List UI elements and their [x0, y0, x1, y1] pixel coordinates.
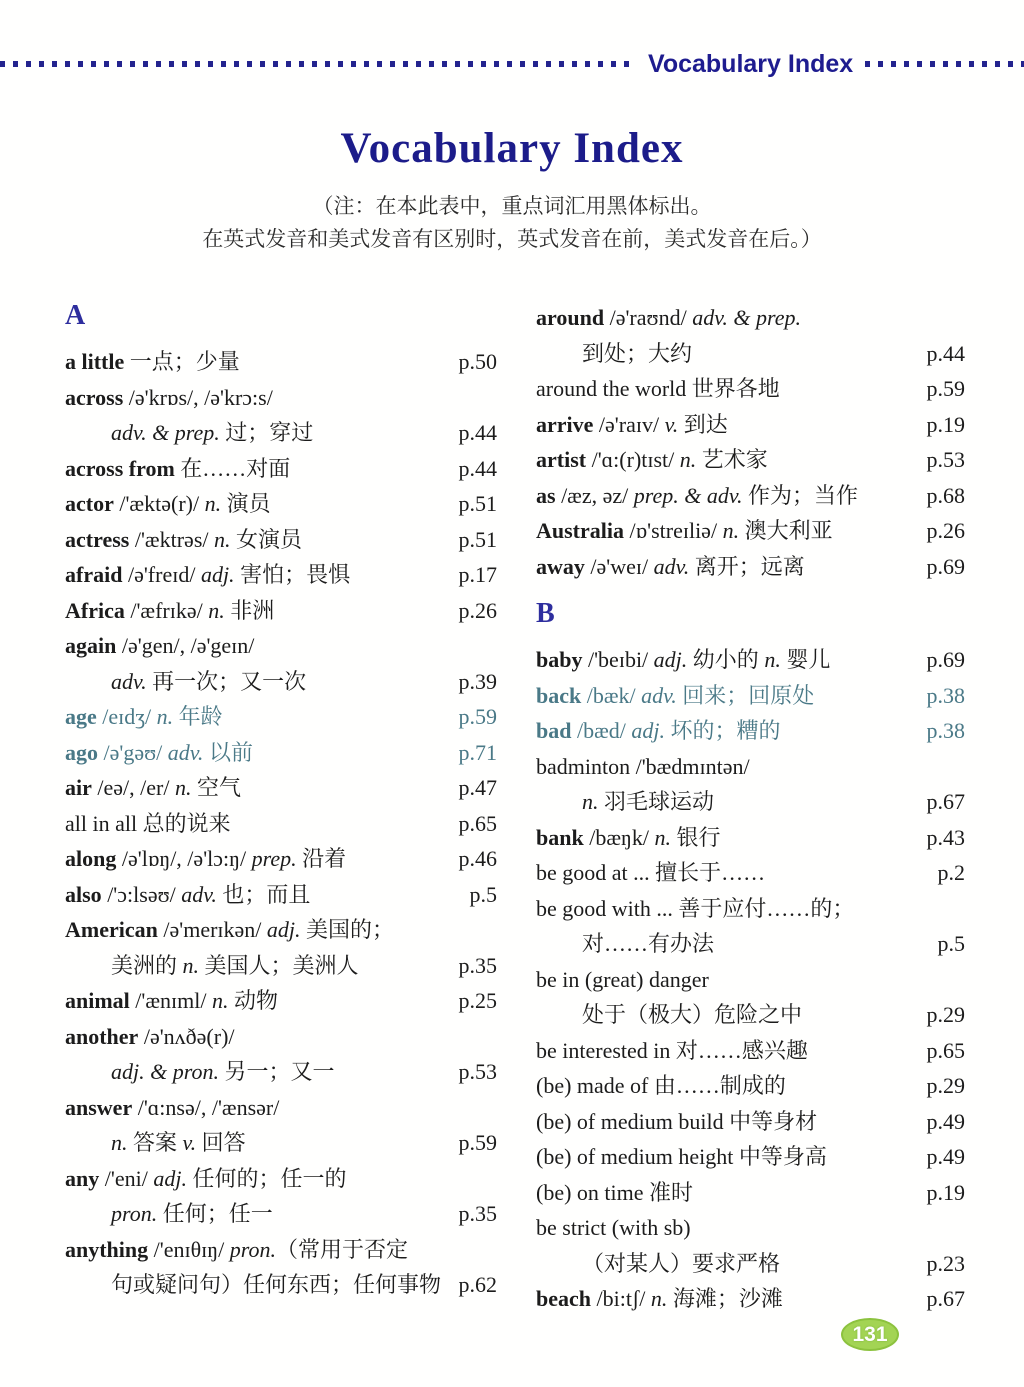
index-entry-line	[536, 962, 965, 998]
index-entry-line	[536, 678, 965, 714]
index-entry-line	[536, 713, 965, 749]
index-entry-line	[65, 912, 497, 948]
page-ref: p.46	[458, 846, 497, 871]
index-entry-line	[65, 948, 497, 984]
page-ref: p.62	[458, 1272, 497, 1297]
index-entry-line	[65, 415, 497, 451]
page-ref: p.23	[926, 1250, 965, 1276]
entry-text: also /'ɔ:lsəʊ/ adv. 也；而且	[65, 881, 311, 907]
index-entry-line	[65, 1054, 497, 1090]
entry-text: 对……有办法	[582, 931, 715, 956]
index-entry-line	[536, 549, 965, 585]
page-ref: p.51	[458, 491, 497, 516]
index-entry-line	[536, 1175, 965, 1211]
page-ref: p.71	[458, 739, 497, 765]
index-entry-line	[536, 336, 965, 372]
entry-text: actor /'æktə(r)/ n. 演员	[65, 491, 271, 516]
page-ref: p.68	[926, 482, 965, 508]
entry-text: 处于（极大）危险之中	[582, 1002, 803, 1027]
index-entry-line	[536, 1281, 965, 1317]
index-entry-line	[65, 841, 497, 877]
index-entry-line	[65, 1090, 497, 1126]
index-entry-line	[536, 784, 965, 820]
entry-text: along /ə'lɒŋ/, /ə'lɔ:ŋ/ prep. 沿着	[65, 846, 347, 871]
entry-text: American /ə'merɪkən/ adj. 美国的；	[65, 917, 395, 942]
index-entry-line	[65, 1196, 497, 1232]
index-entry-line	[536, 820, 965, 856]
index-entry-line	[536, 371, 965, 407]
entry-text: be in (great) danger	[536, 966, 709, 992]
entry-text: Africa /'æfrɪkə/ n. 非洲	[65, 597, 275, 623]
index-entry-line	[536, 300, 965, 336]
index-entry-line	[536, 407, 965, 443]
index-entry-line	[65, 1125, 497, 1161]
index-entry-line	[536, 1033, 965, 1069]
page-ref: p.19	[926, 1179, 965, 1205]
entry-text: bad /bæd/ adj. 坏的；糟的	[536, 718, 781, 743]
index-entry-line	[65, 1161, 497, 1197]
index-entry-line	[65, 735, 497, 771]
entry-text: afraid /ə'freɪd/ adj. 害怕；畏惧	[65, 562, 351, 587]
index-column-right	[536, 300, 965, 1317]
entry-text: across from 在……对面	[65, 455, 291, 481]
index-column-left	[65, 300, 497, 1317]
index-entry-line	[65, 451, 497, 487]
index-entry-line	[536, 997, 965, 1033]
page-ref: p.59	[458, 1130, 497, 1155]
index-entry-line	[65, 664, 497, 700]
index-entry-line	[536, 926, 965, 962]
index-entry-line	[65, 806, 497, 842]
index-entry-line	[536, 1104, 965, 1140]
page-ref: p.44	[926, 340, 965, 366]
index-entry-line	[536, 855, 965, 891]
page-ref: p.25	[458, 988, 497, 1013]
entry-text: (be) of medium height 中等身高	[536, 1144, 827, 1169]
note-block	[0, 190, 1024, 256]
index-entry-line	[65, 1019, 497, 1055]
page-ref: p.35	[458, 1201, 497, 1226]
entry-text: anything /'enɪθɪŋ/ pron.（常用于否定	[65, 1236, 409, 1262]
index-entry-line	[536, 642, 965, 678]
index-entry-line	[536, 1210, 965, 1246]
entry-text: adj. & pron. 另一；又一	[111, 1059, 335, 1084]
page-ref: p.67	[926, 1286, 965, 1311]
index-entry-line	[65, 344, 497, 380]
page-ref: p.49	[926, 1144, 965, 1169]
entry-text: be good at ... 擅长于……	[536, 860, 766, 885]
entry-text: a little 一点；少量	[65, 349, 240, 374]
entry-text: 到处；大约	[582, 340, 693, 366]
index-entry-line	[65, 983, 497, 1019]
entry-text: around the world 世界各地	[536, 376, 780, 401]
index-entry-line	[536, 442, 965, 478]
entry-text: （对某人）要求严格	[582, 1250, 781, 1276]
entry-text: n. 羽毛球运动	[582, 789, 715, 814]
page-ref: p.5	[469, 881, 497, 907]
entry-text: pron. 任何；任一	[111, 1201, 273, 1226]
index-entry-line	[65, 1267, 497, 1303]
entry-text: (be) made of 由……制成的	[536, 1073, 786, 1098]
page-ref: p.5	[937, 931, 965, 956]
entry-text: all in all 总的说来	[65, 810, 231, 836]
page-ref: p.17	[458, 562, 497, 587]
page-ref: p.29	[926, 1073, 965, 1098]
page-ref: p.26	[458, 597, 497, 623]
entry-text: (be) of medium build 中等身材	[536, 1108, 818, 1134]
page-ref: p.29	[926, 1002, 965, 1027]
entry-text: ago /ə'gəʊ/ adv. 以前	[65, 739, 253, 765]
note-line-2: 在英式发音和美式发音有区别时，英式发音在前，美式发音在后。）	[202, 227, 822, 251]
entry-text: adv. 再一次；又一次	[111, 668, 307, 694]
entry-text: again /ə'gen/, /ə'geɪn/	[65, 633, 255, 658]
entry-text: age /eɪdʒ/ n. 年龄	[65, 704, 223, 729]
entry-text: actress /'æktrəs/ n. 女演员	[65, 526, 303, 552]
page-ref: p.53	[458, 1059, 497, 1084]
page-ref: p.2	[937, 860, 965, 885]
index-entry-line	[536, 478, 965, 514]
page-ref: p.53	[926, 447, 965, 472]
entry-text: artist /'ɑ:(r)tɪst/ n. 艺术家	[536, 447, 768, 472]
header-title: Vocabulary Index	[648, 49, 854, 78]
entry-text: beach /bi:tʃ/ n. 海滩；沙滩	[536, 1286, 783, 1311]
page-ref: p.65	[926, 1037, 965, 1063]
index-entry-line	[65, 770, 497, 806]
entry-text: around /ə'raʊnd/ adv. & prep.	[536, 305, 801, 330]
index-entry-line	[536, 513, 965, 549]
index-entry-line	[65, 877, 497, 913]
entry-text: animal /'ænɪml/ n. 动物	[65, 988, 279, 1013]
header-dotted-line-right	[865, 61, 1024, 67]
index-entry-line	[536, 1246, 965, 1282]
page-ref: p.67	[926, 789, 965, 814]
entry-text: air /eə/, /er/ n. 空气	[65, 775, 241, 800]
header-dotted-line-left	[0, 61, 636, 67]
entry-text: as /æz, əz/ prep. & adv. 作为；当作	[536, 482, 859, 508]
note-line-1: （注：在本此表中，重点词汇用黑体标出。	[312, 194, 712, 218]
entry-text: arrive /ə'raɪv/ v. 到达	[536, 411, 728, 437]
index-entry-line	[536, 891, 965, 927]
entry-text: back /bæk/ adv. 回来；回原处	[536, 682, 815, 708]
page-ref: p.50	[458, 349, 497, 374]
entry-text: (be) on time 准时	[536, 1179, 694, 1205]
entry-text: bank /bæŋk/ n. 银行	[536, 824, 721, 850]
entry-text: be good with ... 善于应付……的；	[536, 895, 855, 921]
index-entry-line	[65, 380, 497, 416]
entry-text: any /'eni/ adj. 任何的；任一的	[65, 1165, 347, 1191]
entry-text: be interested in 对……感兴趣	[536, 1037, 808, 1063]
entry-text: Australia /ɒ'streɪliə/ n. 澳大利亚	[536, 518, 833, 543]
page-ref: p.44	[458, 455, 497, 481]
page-ref: p.39	[458, 668, 497, 694]
entry-text: badminton /'bædmɪntən/	[536, 753, 750, 779]
page-ref: p.26	[926, 518, 965, 543]
page-ref: p.49	[926, 1108, 965, 1134]
page-ref: p.65	[458, 810, 497, 836]
page-ref: p.69	[926, 553, 965, 579]
entry-text: 美洲的 n. 美国人；美洲人	[111, 952, 359, 978]
section-letter-b: B	[536, 598, 555, 629]
index-entry-line	[536, 1139, 965, 1175]
page-title: Vocabulary Index	[340, 125, 684, 172]
entry-text: be strict (with sb)	[536, 1215, 691, 1240]
page-ref: p.69	[926, 647, 965, 672]
entry-text: 句或疑问句）任何东西；任何事物	[111, 1272, 442, 1297]
entry-text: n. 答案 v. 回答	[111, 1130, 246, 1155]
entry-text: baby /'beɪbi/ adj. 幼小的 n. 婴儿	[536, 647, 831, 672]
index-columns	[65, 300, 965, 1317]
page-header	[0, 50, 1024, 78]
page-number-badge: 131	[841, 1318, 899, 1351]
page-ref: p.38	[926, 682, 965, 708]
entry-text: adv. & prep. 过；穿过	[111, 420, 314, 445]
entry-text: away /ə'weɪ/ adv. 离开；远离	[536, 553, 805, 579]
index-entry-line	[65, 593, 497, 629]
index-entry-line	[65, 486, 497, 522]
entry-text: answer /'ɑ:nsə/, /'ænsər/	[65, 1094, 280, 1120]
page-ref: p.59	[458, 704, 497, 729]
index-entry-line	[65, 699, 497, 735]
page-ref: p.47	[458, 775, 497, 800]
page-ref: p.51	[458, 526, 497, 552]
index-entry-line	[65, 522, 497, 558]
page-ref: p.59	[926, 376, 965, 401]
index-entry-line	[536, 1068, 965, 1104]
index-entry-line	[65, 557, 497, 593]
entry-text: across /ə'krɒs/, /ə'krɔ:s/	[65, 384, 273, 410]
section-letter-a: A	[65, 300, 86, 331]
page-ref: p.44	[458, 420, 497, 445]
page-ref: p.38	[926, 718, 965, 743]
index-entry-line	[536, 749, 965, 785]
page-ref: p.35	[458, 952, 497, 978]
index-entry-line	[65, 1232, 497, 1268]
page-ref: p.43	[926, 824, 965, 850]
entry-text: another /ə'nʌðə(r)/	[65, 1023, 235, 1049]
page-ref: p.19	[926, 411, 965, 437]
index-entry-line	[65, 628, 497, 664]
